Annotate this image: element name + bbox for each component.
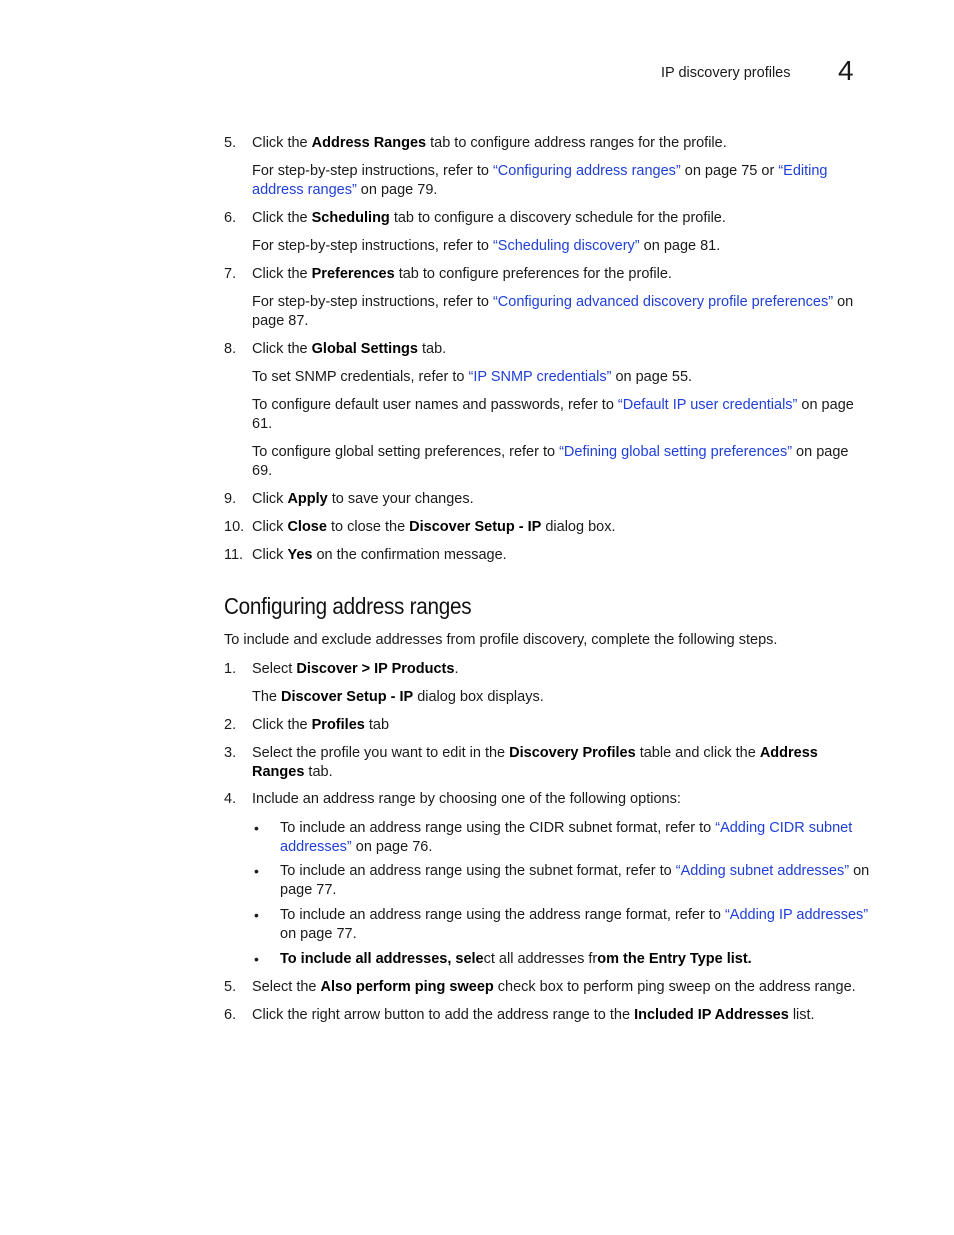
section-heading: Configuring address ranges [224,593,472,619]
reference-paragraph: To configure global setting preferences, refer to “Defining global setting preferences” on page 69. [252,444,849,479]
result-paragraph: The Discover Setup - IP dialog box displays. [252,689,544,705]
ui-term: Address Ranges [311,135,427,151]
reference-paragraph: For step-by-step instructions, refer to “Configuring advanced discovery profile preferences” on page 87. [252,294,854,329]
bullet-icon: • [254,907,259,923]
ui-term: Included IP Addresses [634,1007,789,1023]
ui-term: Discovery Profiles [509,745,636,761]
reference-paragraph: For step-by-step instructions, refer to “Configuring address ranges” on page 75 or “Editing address ranges” on page 79. [252,163,828,198]
bullet-icon: • [254,820,259,836]
section-intro: To include and exclude addresses from profile discovery, complete the following steps. [224,632,778,648]
ui-term: Profiles [311,717,365,733]
ui-term: Discover Setup - IP [409,519,542,535]
xref-link[interactable]: “Scheduling discovery” [492,238,640,254]
ui-term: Global Settings [311,341,418,357]
running-header-title: IP discovery profiles [661,65,791,81]
ui-term: Apply [287,491,328,507]
reference-paragraph: To set SNMP credentials, refer to “IP SNMP credentials” on page 55. [252,369,693,385]
reference-paragraph: For step-by-step instructions, refer to “Scheduling discovery” on page 81. [252,238,721,254]
ui-term: Discover Setup - IP [281,689,414,705]
ui-term: Also perform ping sweep [320,979,494,995]
xref-link[interactable]: “Defining global setting preferences” [559,444,793,460]
ui-term: Discover > IP Products [296,661,455,677]
ui-term: Preferences [311,266,395,282]
ui-term: Close [287,519,327,535]
xref-link[interactable]: “Adding IP addresses” [724,907,869,923]
bullet-icon: • [254,863,259,879]
xref-link[interactable]: “Editing address ranges” [252,163,828,198]
chapter-number: 4 [838,55,854,86]
xref-link[interactable]: “Default IP user credentials” [617,397,798,413]
xref-link[interactable]: “Configuring advanced discovery profile preferences” [492,294,834,310]
ui-term: Yes [287,547,313,563]
ui-term: Scheduling [311,210,390,226]
xref-link[interactable]: “IP SNMP credentials” [468,369,612,385]
xref-link[interactable]: “Configuring address ranges” [492,163,681,179]
xref-link[interactable]: “Adding subnet addresses” [675,863,850,879]
reference-paragraph: To configure default user names and passwords, refer to “Default IP user credentials” on page 61. [252,397,854,432]
ui-term: Address Ranges [252,745,818,780]
xref-link[interactable]: “Adding CIDR subnet addresses” [280,820,853,855]
bullet-icon: • [254,951,259,967]
